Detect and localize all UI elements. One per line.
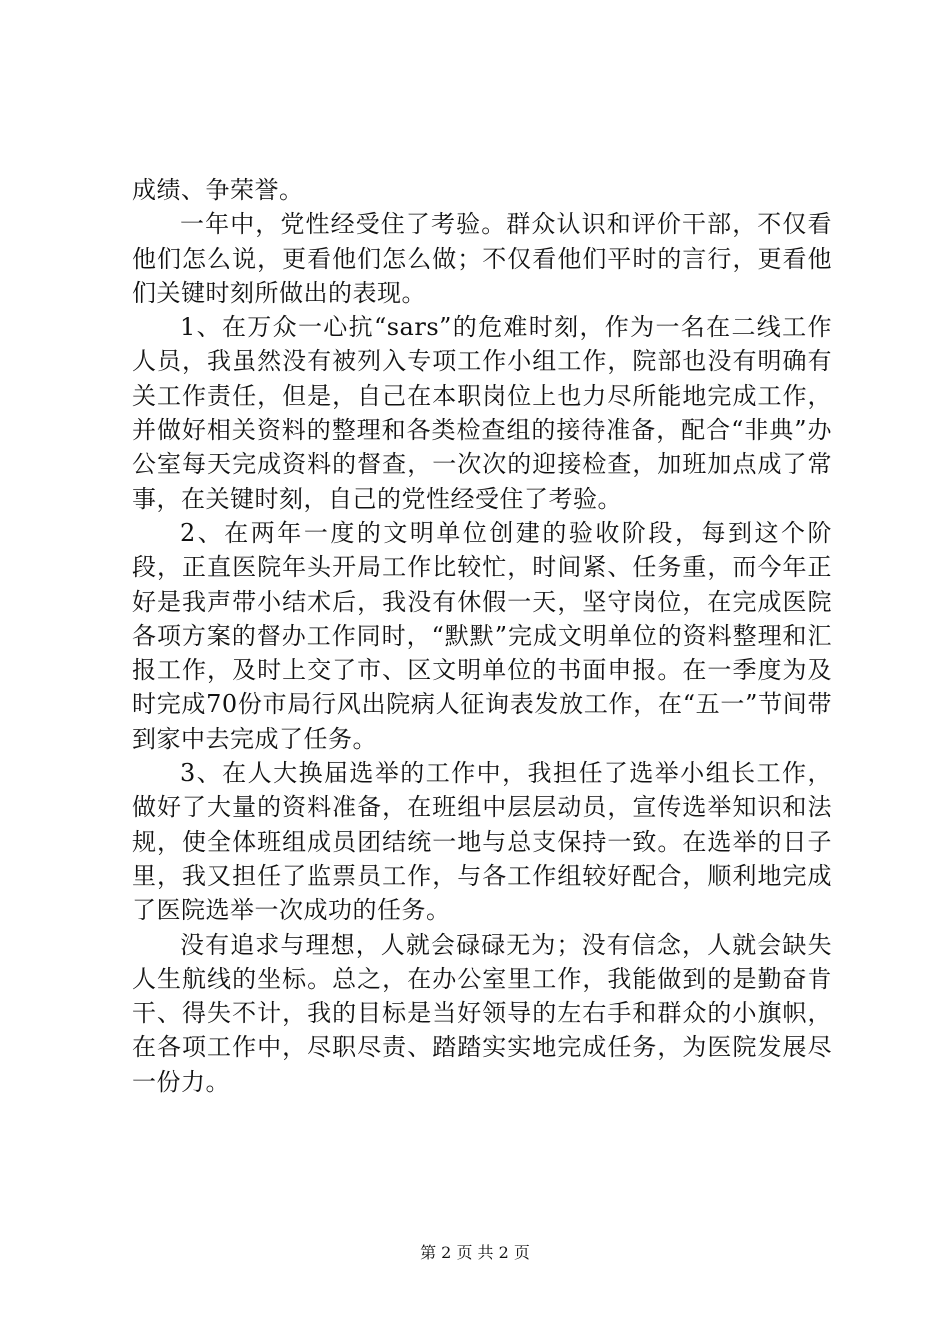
page-number-footer: 第 2 页 共 2 页 bbox=[420, 1243, 530, 1262]
paragraph-continuation: 成绩、争荣誉。 bbox=[132, 176, 304, 204]
paragraph-item-3-election: 3、在人大换届选举的工作中，我担任了选举小组长工作，做好了大量的资料准备，在班组中层层动员，宣传选举知识和法规，使全体班组成员团结统一地与总支保持一致。在选举的日子里，我又担任了监票员工作，与各工作组较好配合，顺利地完成了医院选举一次成功的任务。 bbox=[132, 759, 832, 925]
paragraph-conclusion: 没有追求与理想，人就会碌碌无为；没有信念，人就会缺失人生航线的坐标。总之，在办公室里工作，我能做到的是勤奋肯干、得失不计，我的目标是当好领导的左右手和群众的小旗帜，在各项工作中，尽职尽责、踏踏实实地完成任务，为医院发展尽一份力。 bbox=[132, 930, 832, 1096]
paragraph-item-1-sars: 1、在万众一心抗“sars”的危难时刻，作为一名在二线工作人员，我虽然没有被列入专项工作小组工作，院部也没有明确有关工作责任，但是，自己在本职岗位上也力尽所能地完成工作，并做好相关资料的整理和各类检查组的接待准备，配合“非典”办公室每天完成资料的督查，一次次的迎接检查，加班加点成了常事，在关键时刻，自己的党性经受住了考验。 bbox=[132, 313, 832, 513]
paragraph-item-2-civilized-unit: 2、在两年一度的文明单位创建的验收阶段，每到这个阶段，正直医院年头开局工作比较忙，时间紧、任务重，而今年正好是我声带小结术后，我没有休假一天，坚守岗位，在完成医院各项方案的督办工作同时，“默默”完成文明单位的资料整理和汇报工作，及时上交了市、区文明单位的书面申报。在一季度为及时完成70份市局行风出院病人征询表发放工作，在“五一”节间带到家中去完成了任务。 bbox=[132, 518, 832, 753]
paragraph-party-spirit-intro: 一年中，党性经受住了考验。群众认识和评价干部，不仅看他们怎么说，更看他们怎么做；不仅看他们平时的言行，更看他们关键时刻所做出的表现。 bbox=[132, 210, 832, 307]
document-body bbox=[132, 173, 832, 1099]
